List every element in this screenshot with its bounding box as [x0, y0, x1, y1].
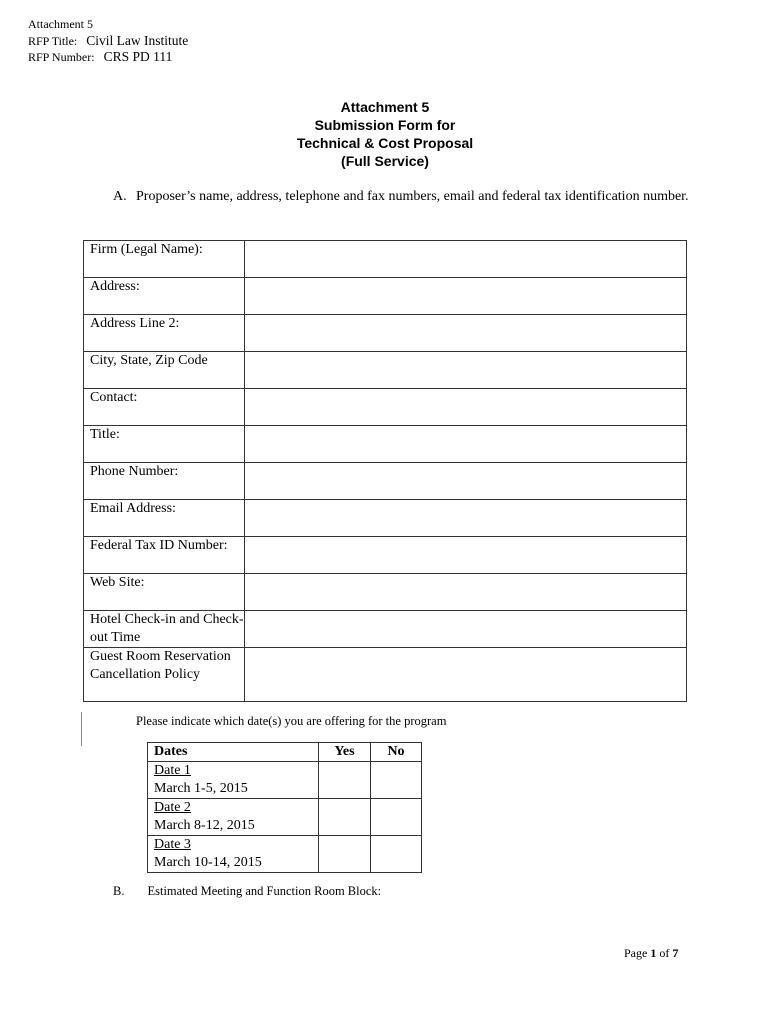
field-value-cell[interactable] [245, 574, 687, 611]
title-line-1: Attachment 5 [340, 99, 430, 115]
field-value-cell[interactable] [245, 241, 687, 278]
rfp-number-label: RFP Number: [28, 50, 95, 64]
title-line-2: Submission Form for [314, 117, 456, 133]
field-value-cell[interactable] [245, 315, 687, 352]
field-value-cell[interactable] [245, 611, 687, 648]
no-cell[interactable] [371, 762, 422, 799]
table-row [84, 648, 687, 702]
date-option-cell [148, 836, 319, 873]
date-option-name: Date 3 [154, 837, 191, 852]
dates-header: Dates [148, 743, 319, 762]
field-label: Contact: [84, 389, 245, 426]
yes-cell[interactable] [319, 762, 371, 799]
field-label: Address: [84, 278, 245, 315]
date-option-name: Date 1 [154, 763, 191, 778]
proposer-info-table [83, 240, 687, 702]
field-label: Address Line 2: [84, 315, 245, 352]
no-cell[interactable] [371, 799, 422, 836]
field-label: Federal Tax ID Number: [84, 537, 245, 574]
rfp-title-label: RFP Title: [28, 33, 78, 48]
field-label: Firm (Legal Name): [84, 241, 245, 278]
dates-table [147, 742, 422, 873]
page-of: of [659, 946, 670, 960]
field-value-cell[interactable] [245, 648, 687, 702]
section-b [113, 883, 381, 899]
field-value-cell[interactable] [245, 463, 687, 500]
field-value-cell[interactable] [245, 389, 687, 426]
field-label: City, State, Zip Code [84, 352, 245, 389]
field-value-cell[interactable] [245, 537, 687, 574]
field-value-cell[interactable] [245, 278, 687, 315]
table-row [84, 389, 687, 426]
table-row [84, 241, 687, 278]
field-value-cell[interactable] [245, 500, 687, 537]
section-a-letter: A. [113, 189, 127, 204]
field-label: Guest Room Reservation Cancellation Policy [84, 648, 245, 702]
header-rfp-number [28, 49, 188, 66]
yes-cell[interactable] [319, 799, 371, 836]
date-option-range: March 10-14, 2015 [154, 855, 262, 870]
field-value-cell[interactable] [245, 352, 687, 389]
dates-header-row [148, 743, 422, 762]
section-a-text: Proposer’s name, address, telephone and fax numbers, email and federal tax identification number. [136, 189, 689, 204]
section-a [113, 188, 693, 206]
rfp-title-value: Civil Law Institute [86, 32, 189, 48]
no-cell[interactable] [371, 836, 422, 873]
document-header [28, 16, 188, 66]
date-option-range: March 1-5, 2015 [154, 781, 248, 796]
yes-cell[interactable] [319, 836, 371, 873]
page-title [0, 98, 770, 170]
date-option-name: Date 2 [154, 800, 191, 815]
date-option-range: March 8-12, 2015 [154, 818, 255, 833]
field-label: Email Address: [84, 500, 245, 537]
table-row [148, 762, 422, 799]
table-row [84, 352, 687, 389]
date-option-cell [148, 799, 319, 836]
table-row [84, 574, 687, 611]
yes-header: Yes [319, 743, 371, 762]
field-label: Title: [84, 426, 245, 463]
table-row [84, 426, 687, 463]
field-value-cell[interactable] [245, 426, 687, 463]
table-row [148, 836, 422, 873]
field-label: Phone Number: [84, 463, 245, 500]
title-line-3: Technical & Cost Proposal [296, 135, 474, 151]
table-row [84, 463, 687, 500]
table-row [84, 278, 687, 315]
rfp-number-value: CRS PD 111 [103, 49, 173, 64]
field-label: Web Site: [84, 574, 245, 611]
header-rfp-title [28, 33, 188, 50]
header-attachment: Attachment 5 [28, 17, 93, 31]
page-current: 1 [650, 946, 657, 960]
table-row [84, 315, 687, 352]
dates-prompt: Please indicate which date(s) you are offering for the program [136, 714, 447, 728]
date-option-cell [148, 762, 319, 799]
page-number [624, 945, 678, 961]
table-row [84, 500, 687, 537]
table-row [84, 611, 687, 648]
revision-bar [81, 712, 82, 746]
title-line-4: (Full Service) [341, 153, 429, 169]
section-b-letter: B. [113, 884, 125, 898]
table-row [148, 799, 422, 836]
section-b-text: Estimated Meeting and Function Room Block: [147, 884, 382, 898]
table-row [84, 537, 687, 574]
page-word: Page [624, 946, 648, 960]
page-total: 7 [672, 946, 679, 960]
field-label: Hotel Check-in and Check-out Time [84, 611, 245, 648]
no-header: No [371, 743, 422, 762]
